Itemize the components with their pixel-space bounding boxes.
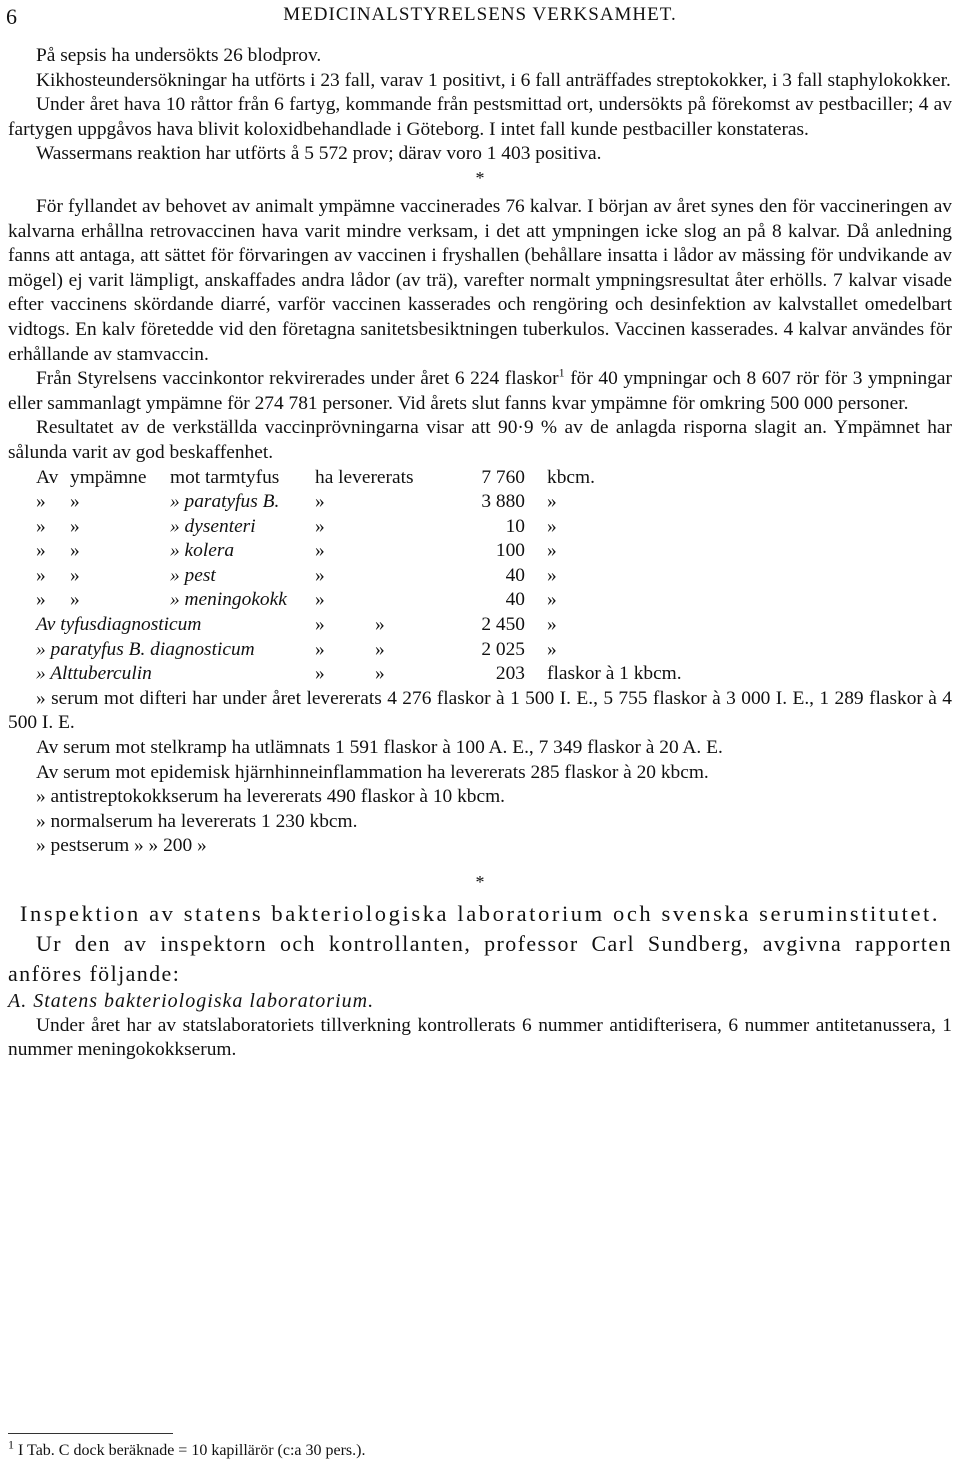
paragraph-vaccinprovning: Resultatet av de verkställda vaccinprövningarna visar att 90·9 % av de anlagda risporna slagit an. Ympämnet har sålunda varit av god beskaffenhet. [8,417,952,463]
table-cell: » [36,540,46,562]
table-cell: » [375,614,385,636]
table-cell: » paratyfus B. [170,491,280,513]
paragraph-vaccinkontor [8,367,952,416]
table-cell: » [70,491,80,513]
page-body [8,44,952,1063]
table-row [36,539,952,564]
table-cell: 40 [505,589,525,611]
table-cell: » [36,589,46,611]
table-cell: » [547,515,557,537]
paragraph-kikhosta: Kikhosteundersökningar ha utförts i 23 fall, varav 1 positivt, i 6 fall anträffades streptokokker, i 3 fall staphylokokker. [36,69,951,91]
table-cell: » [547,589,557,611]
table-cell: ha levererats [315,466,414,488]
table-cell: » [70,564,80,586]
table-row [36,564,952,589]
table-cell: 10 [505,515,525,537]
table-cell: » [375,638,385,660]
table-cell: 2 450 [481,614,525,636]
table-cell: » pest [170,564,216,586]
table-cell: » [547,491,557,513]
table-cell: » [547,540,557,562]
paragraph-serum-hjarnhinne: Av serum mot epidemisk hjärnhinneinflammation ha levererats 285 flaskor à 20 kbcm. [36,761,709,783]
table-cell: » Alttuberculin [36,663,152,685]
table-cell: 7 760 [481,466,525,488]
paragraph-serum-difteri: » serum mot difteri har under året levererats 4 276 flaskor à 1 500 I. E., 5 755 flaskor à 3 000 I. E., 1 289 flaskor à 4 500 I. E. [8,687,952,734]
table-cell: » dysenteri [170,515,256,537]
paragraph-wasserman: Wassermans reaktion har utförts å 5 572 prov; därav voro 1 403 positiva. [36,143,602,165]
page-number: 6 [6,4,18,29]
paragraph-vaccination: För fyllandet av behovet av animalt ympämne vaccinerades 76 kalvar. I början av året synes den för vaccineringen av kalvarna erhållna retrovaccinen hava varit mindre verksam, i det att ympningen icke slog an på 8 kalvar. Då anledning fanns att antaga, att sättet för förvaringen av vaccinen i fryshallen (behållare insatta i lådor av mässing för undvikande av mögel) ej varit lämpligt, anskaffades andra lådor (av trä), varefter normalt ympningsresultat åter erhölls. 7 kalvar visade efter vaccinens skördande diarré, varför vaccinen kasserades och rengöring och desinfektion av kalvstallet omedelbart vidtogs. En kalv företedde vid den företagna sanitetsbesiktningen tuberkulos. Vaccinen kasserades. 4 kalvar användes för erhållande av stamvaccin. [8,195,952,365]
table-cell: » [315,663,325,685]
table-cell: » [547,564,557,586]
table-cell: » kolera [170,540,235,562]
delivery-table [36,466,952,687]
table-row [36,638,952,663]
table-cell: » meningokokk [170,589,287,611]
table-cell: » [70,589,80,611]
table-cell: » [315,515,325,537]
table-cell: kbcm. [547,466,595,488]
paragraph-serum-stelkramp: Av serum mot stelkramp ha utlämnats 1 591 flaskor à 100 A. E., 7 349 flaskor à 20 A. E. [36,737,723,759]
table-row [36,588,952,613]
table-cell: 3 880 [481,491,525,513]
page-header [6,4,954,34]
table-cell: ympämne [70,466,147,488]
footnote [8,1437,366,1462]
table-cell: 203 [495,663,525,685]
paragraph-pest: Under året hava 10 råttor från 6 fartyg, kommande från pestsmittad ort, undersökts på förekomst av pestbaciller; 4 av fartygen uppgåvos hava blivit koloxidbehandlade i Göteborg. I intet fall kunde pestbaciller konstateras. [8,94,952,140]
table-cell: » [70,515,80,537]
table-cell: » [547,614,557,636]
table-cell: » [375,663,385,685]
table-cell: » [36,564,46,586]
subsection-heading: A. Statens bakteriologiska laboratorium. [8,990,375,1012]
text: Från Styrelsens vaccinkontor rekvirerades under året 6 224 flaskor [36,368,559,390]
table-cell: Av tyfusdiagnosticum [36,614,202,636]
table-cell: 40 [505,564,525,586]
table-cell: 100 [495,540,525,562]
table-cell: » [315,614,325,636]
table-cell: » paratyfus B. diagnosticum [36,638,255,660]
paragraph-serum-normal: » normalserum ha levererats 1 230 kbcm. [36,810,358,832]
table-cell: » [36,515,46,537]
running-title: MEDICINALSTYRELSENS VERKSAMHET. [283,4,677,25]
table-cell: flaskor à 1 kbcm. [547,663,682,685]
table-cell: » [315,540,325,562]
footnote-text: I Tab. C dock beräknade = 10 kapillärör (c:a 30 pers.). [14,1442,366,1459]
table-cell: » [315,564,325,586]
table-cell: » [315,638,325,660]
table-row [36,613,952,638]
table-cell: 2 025 [481,638,525,660]
table-cell: » [70,540,80,562]
table-cell: » [36,491,46,513]
footnote-rule [8,1433,173,1434]
footnote-ref: 1 [558,365,565,380]
text: för 40 ympningar och 8 607 rör för 3 ympningar eller sammanlagt ympämne för 274 781 personer. Vid årets slut fanns kvar ympämne för omkring 500 000 personer. [8,368,952,414]
section-intro: Ur den av inspektorn och kontrollanten, professor Carl Sundberg, avgivna rapporten anföres följande: [8,931,952,986]
paragraph-serum-antistrepto: » antistreptokokkserum ha levererats 490 flaskor à 10 kbcm. [36,786,506,808]
paragraph-kontroll: Under året har av statslaboratoriets tillverkning kontrollerats 6 nummer antidifterisera, 6 nummer antitetanussera, 1 nummer meningokokkserum. [8,1014,952,1061]
table-cell: mot tarmtyfus [170,466,280,488]
table-row [36,515,952,540]
section-separator: * [475,872,485,892]
section-separator: * [475,167,485,188]
footnote-mark: 1 [8,1437,14,1452]
paragraph-sepsis: På sepsis ha undersökts 26 blodprov. [36,45,322,66]
table-row [36,662,952,687]
table-cell: » [547,638,557,660]
table-cell: Av [36,466,59,488]
table-cell: » [315,589,325,611]
table-row [36,466,952,491]
paragraph-serum-pest: » pestserum » » 200 » [36,835,207,857]
section-heading: Inspektion av statens bakteriologiska laboratorium och svenska seruminstitutet. [19,901,941,926]
table-row [36,490,952,515]
table-cell: » [315,491,325,513]
